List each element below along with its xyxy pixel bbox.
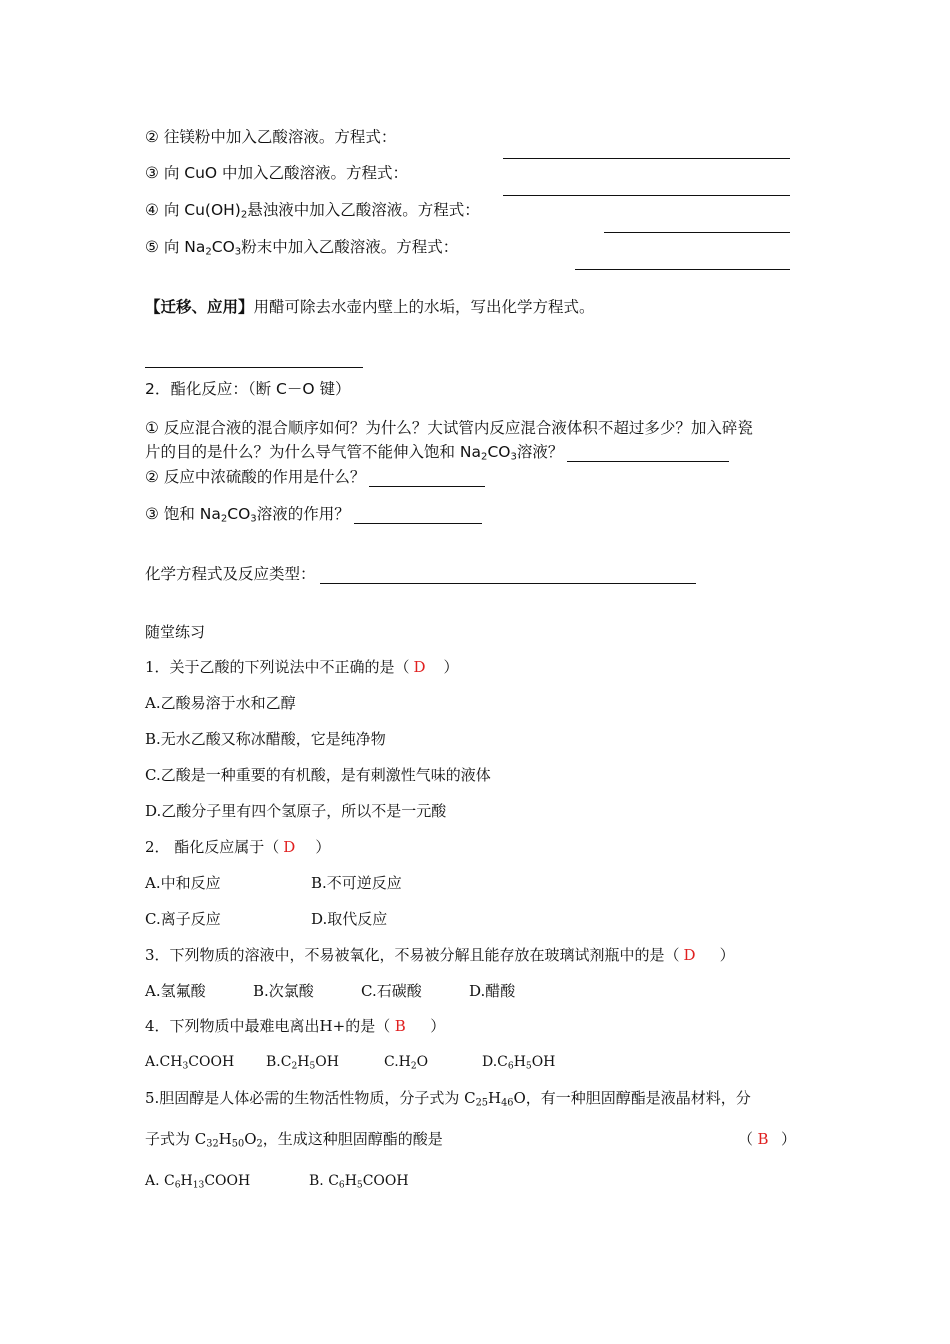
answer-mark: D (683, 946, 696, 964)
subscript: 3 (234, 246, 242, 258)
answer-mark: D (413, 658, 426, 676)
option-text: C.H (384, 1054, 411, 1070)
question-text: 2． 酯化反应属于（ (145, 838, 280, 856)
option-d (482, 1052, 555, 1072)
practice-q1-stem (145, 657, 459, 677)
subscript: 32 (206, 1138, 219, 1150)
subscript: 46 (501, 1097, 514, 1109)
item-cuoh2 (145, 200, 480, 220)
option-c: C.乙酸是一种重要的有机酸，是有刺激性气味的液体 (145, 766, 491, 784)
question-text: ） (430, 1017, 446, 1035)
practice-q3-stem (145, 945, 735, 965)
question-text: CO (227, 505, 251, 523)
subscript: 3 (182, 1061, 189, 1072)
option-text: H (297, 1054, 310, 1070)
option-text: H (513, 1054, 526, 1070)
item-text: ⑤ 向 Na (145, 238, 206, 256)
subscript: 5 (356, 1180, 363, 1191)
option-a: A.中和反应 (145, 874, 221, 892)
option-b: B.无水乙酸又称冰醋酸，它是纯净物 (145, 730, 386, 748)
option-c (384, 1052, 428, 1072)
answer-blank[interactable] (503, 158, 790, 159)
answer-mark: B (757, 1130, 769, 1148)
subscript: 3 (510, 451, 517, 463)
item-na2co3 (145, 237, 458, 257)
option-text: D.C (482, 1054, 508, 1070)
question-text: 化学方程式及反应类型： (145, 565, 316, 583)
practice-title: 随堂练习 (145, 623, 206, 641)
question-text: 片的目的是什么？为什么导气管不能伸入饱和 Na (145, 443, 482, 461)
option-text: H (344, 1173, 357, 1189)
question-1-line1: ① 反应混合液的混合顺序如何？为什么？大试管内反应混合液体积不超过多少？加入碎瓷 (145, 419, 753, 437)
option-text: COOH (204, 1173, 251, 1189)
answer-blank[interactable] (369, 470, 485, 487)
question-text: 溶液？ (516, 443, 564, 461)
question-text: 3．下列物质的溶液中，不易被氧化，不易被分解且能存放在玻璃试剂瓶中的是（ (145, 946, 680, 964)
option-c: C.离子反应 (145, 910, 221, 928)
subscript: 6 (507, 1061, 514, 1072)
practice-q4-stem (145, 1016, 445, 1036)
question-text: 4．下列物质中最难电离出H+的是（ (145, 1017, 391, 1035)
subscript: 2 (481, 451, 488, 463)
answer-blank[interactable] (320, 567, 696, 584)
subscript: 2 (220, 513, 228, 525)
question-2 (145, 467, 485, 487)
practice-q2-stem (145, 837, 330, 857)
subscript: 13 (192, 1180, 205, 1191)
option-d: D.乙酸分子里有四个氢原子，所以不是一元酸 (145, 802, 447, 820)
option-text: O (416, 1054, 429, 1070)
item-cuo (145, 163, 408, 183)
subscript: 2 (291, 1061, 298, 1072)
apply-heading: 【迁移、应用】 (145, 298, 254, 316)
apply-text: 用醋可除去水壶内壁上的水垢，写出化学方程式。 (253, 298, 595, 316)
subscript: 6 (174, 1180, 181, 1191)
subscript: 2 (256, 1138, 263, 1150)
question-text: （ (738, 1130, 754, 1148)
question-text: ） (719, 946, 735, 964)
item-text: ③ 向 CuO 中加入乙酸溶液。方程式： (145, 164, 409, 182)
question-text: 子式为 C (145, 1130, 207, 1148)
option-b: B.不可逆反应 (311, 874, 402, 892)
question-text: H (218, 1130, 232, 1148)
option-text: B.C (266, 1054, 292, 1070)
question-text: CO (487, 443, 511, 461)
subscript: 2 (240, 209, 248, 221)
question-text: H (487, 1089, 502, 1107)
option-a: A.氢氟酸 (145, 982, 206, 1000)
practice-q5-answer (738, 1129, 796, 1149)
question-text: ） (781, 1130, 797, 1148)
option-text: COOH (188, 1054, 235, 1070)
apply-paragraph (145, 297, 595, 317)
question-text: ） (315, 838, 331, 856)
subscript: 6 (338, 1180, 345, 1191)
question-text: 1．关于乙酸的下列说法中不正确的是（ (145, 658, 410, 676)
answer-blank[interactable] (145, 367, 363, 368)
question-text: ② 反应中浓硫酸的作用是什么？ (145, 468, 366, 486)
option-text: A.CH (145, 1054, 183, 1070)
option-b: B.次氯酸 (253, 982, 314, 1000)
subscript: 3 (250, 513, 257, 525)
question-text: 5.胆固醇是人体必需的生物活性物质，分子式为 C (145, 1089, 476, 1107)
item-text: ④ 向 Cu(OH) (145, 201, 241, 219)
esterification-title: 2．酯化反应：（断 C－O 键） (145, 380, 351, 398)
answer-blank[interactable] (354, 507, 482, 524)
question-text: O (244, 1130, 257, 1148)
question-text: ③ 饱和 Na (145, 505, 221, 523)
option-d: D.取代反应 (311, 910, 388, 928)
option-a: A.乙酸易溶于水和乙醇 (145, 694, 296, 712)
answer-mark: B (394, 1017, 406, 1035)
option-text: B. C (309, 1173, 339, 1189)
answer-blank[interactable] (503, 195, 790, 196)
item-magnesium (145, 127, 396, 147)
answer-mark: D (283, 838, 296, 856)
answer-blank[interactable] (575, 269, 790, 270)
question-1-line2 (145, 442, 729, 462)
practice-q5-line1 (145, 1088, 751, 1108)
subscript: 25 (475, 1097, 488, 1109)
question-text: ，生成这种胆固醇酯的酸是 (262, 1130, 443, 1148)
option-text: OH (531, 1054, 556, 1070)
question-text: ） (443, 658, 459, 676)
subscript: 5 (525, 1061, 532, 1072)
item-text: 悬浊液中加入乙酸溶液。方程式： (247, 201, 480, 219)
subscript: 2 (205, 246, 212, 258)
item-text: CO (211, 238, 235, 256)
item-text: ② 往镁粉中加入乙酸溶液。方程式： (145, 128, 397, 146)
option-text: OH (315, 1054, 339, 1070)
option-a (145, 1171, 250, 1191)
practice-q5-line2 (145, 1129, 443, 1149)
question-text: O，有一种胆固醇酯是液晶材料，分 (513, 1089, 751, 1107)
question-text: 溶液的作用？ (256, 505, 350, 523)
equation-prompt (145, 564, 696, 584)
question-3 (145, 504, 482, 524)
option-b (266, 1052, 339, 1072)
answer-blank[interactable] (567, 445, 729, 462)
answer-blank[interactable] (604, 232, 790, 233)
subscript: 5 (309, 1061, 316, 1072)
option-b (309, 1171, 409, 1191)
option-text: A. C (145, 1173, 175, 1189)
subscript: 50 (231, 1138, 245, 1150)
option-a (145, 1052, 234, 1072)
option-d: D.醋酸 (469, 982, 516, 1000)
item-text: 粉末中加入乙酸溶液。方程式： (241, 238, 459, 256)
option-text: H (180, 1173, 193, 1189)
option-text: COOH (362, 1173, 409, 1189)
option-c: C.石碳酸 (361, 982, 422, 1000)
subscript: 2 (410, 1061, 417, 1072)
